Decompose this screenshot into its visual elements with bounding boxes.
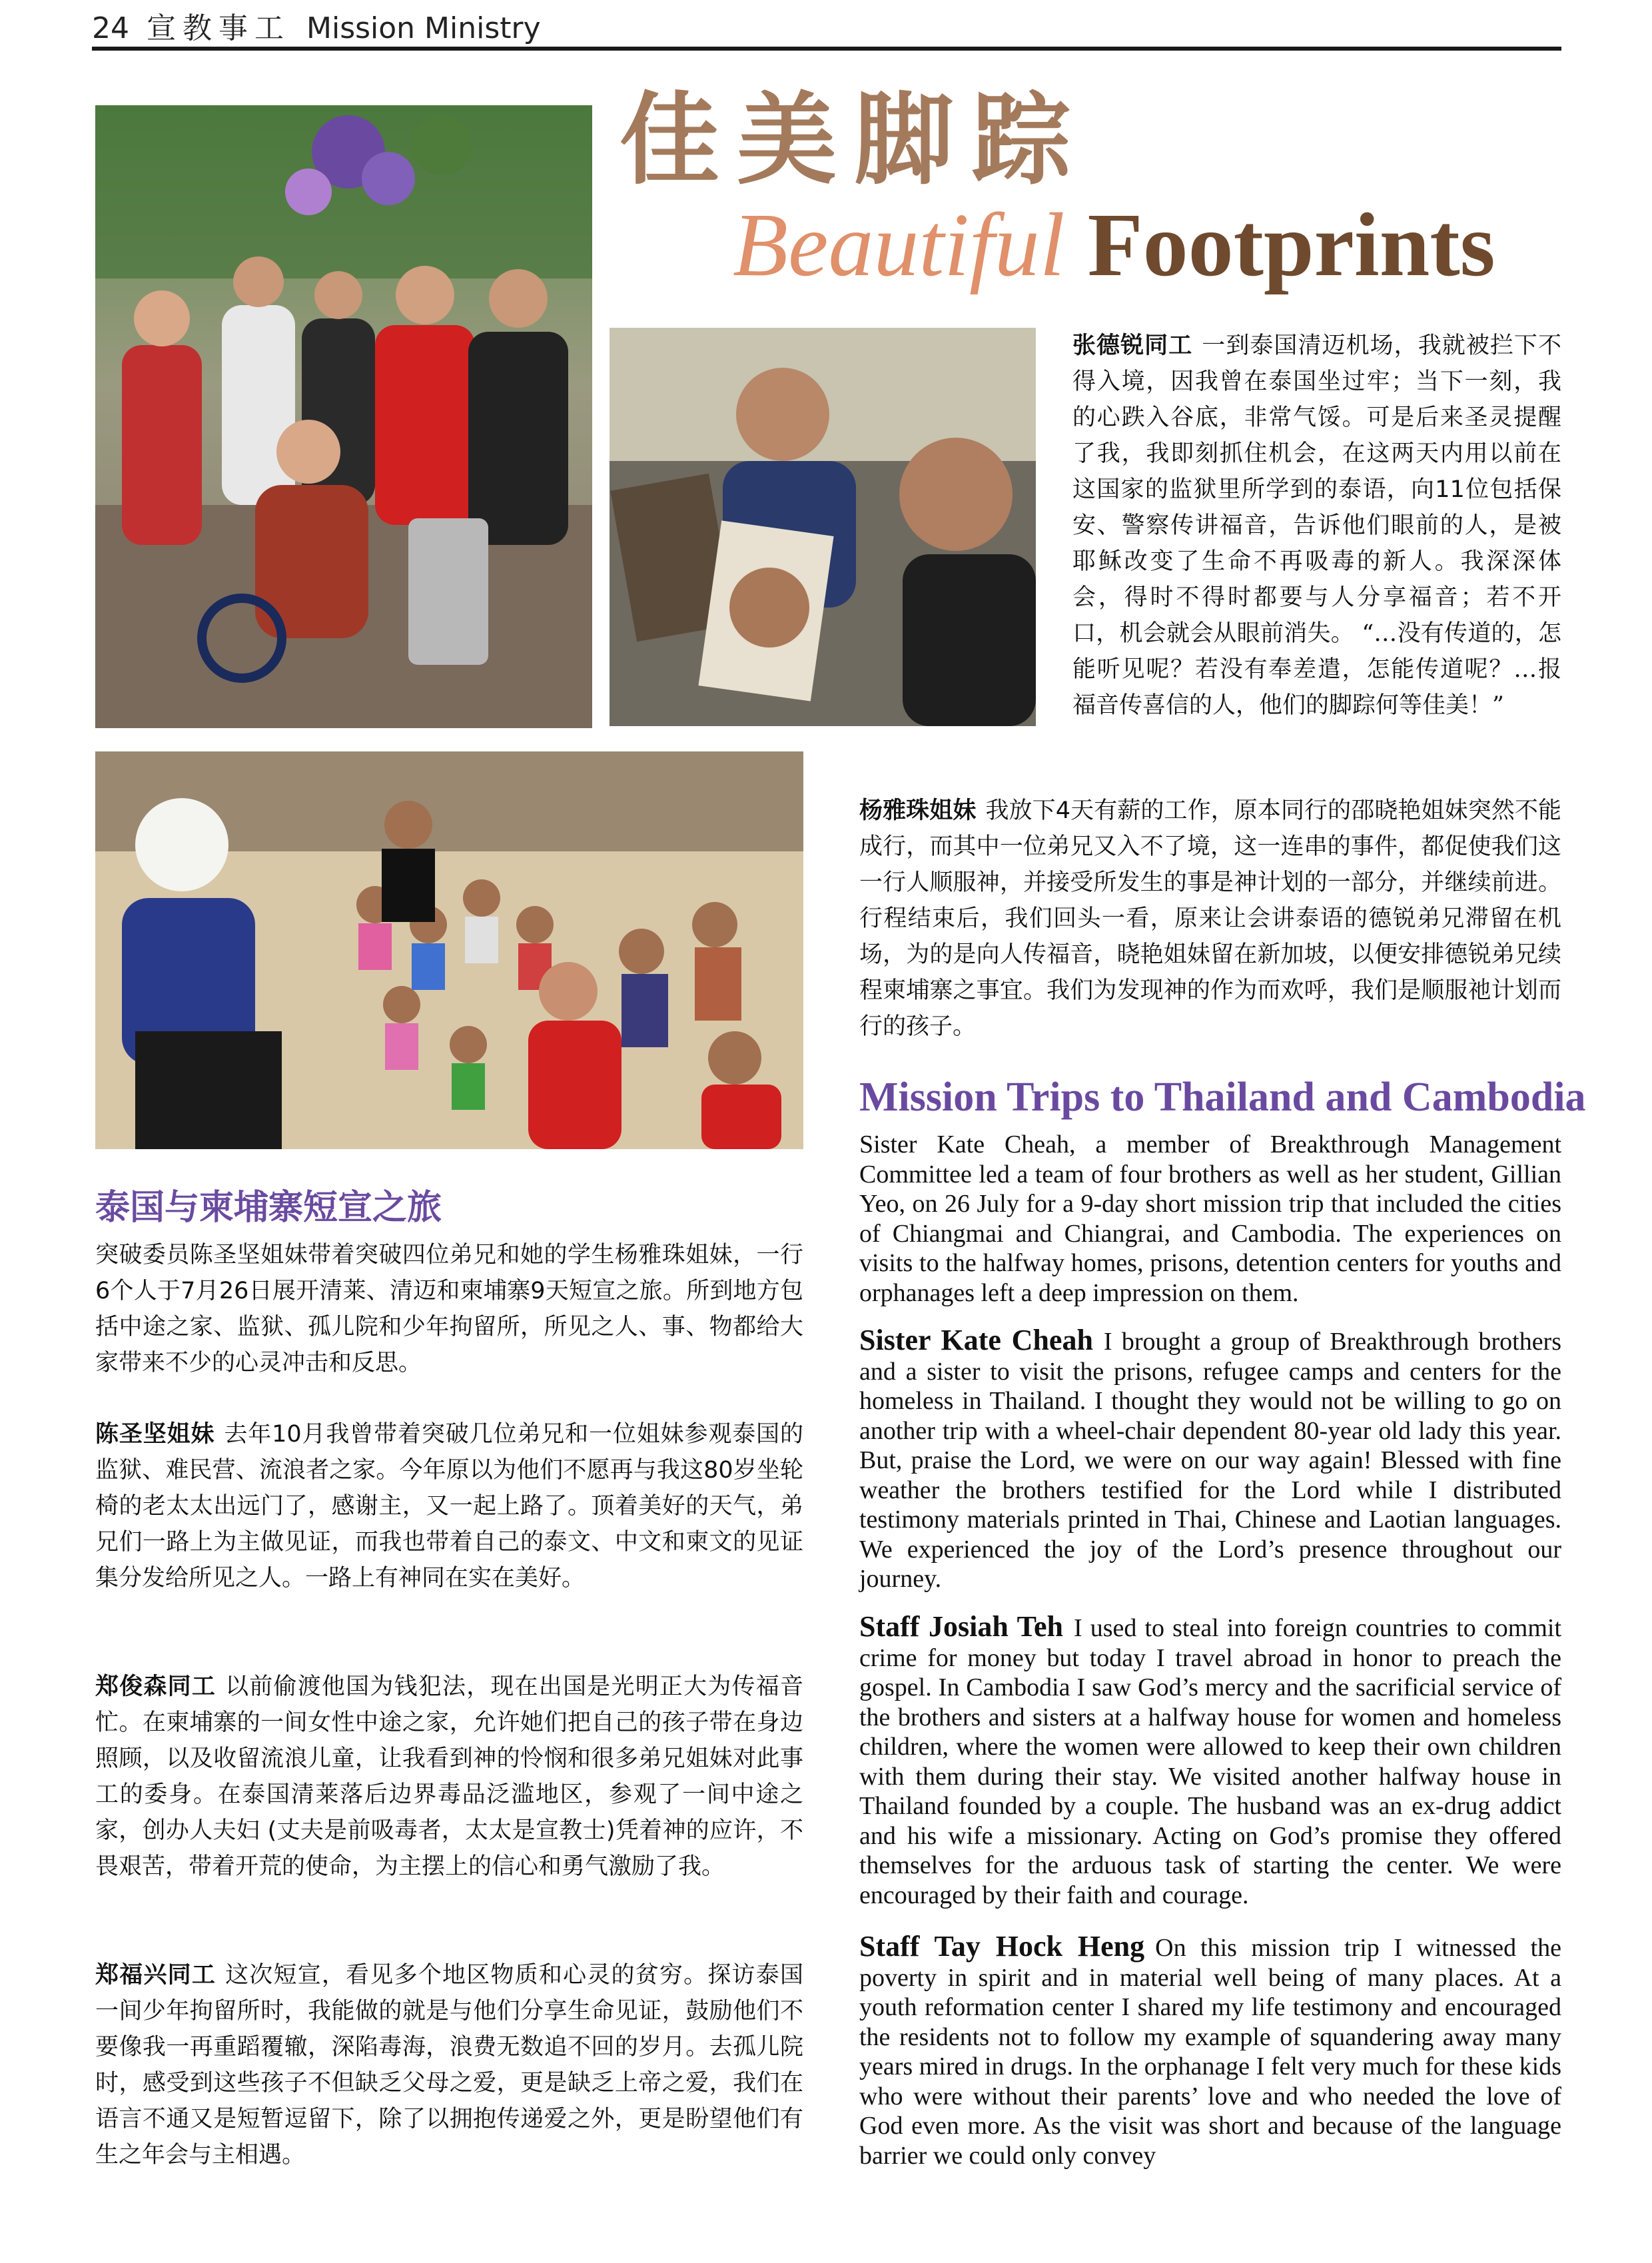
- article-en-kate: [859, 1326, 1561, 1594]
- lead-cn-tay: 郑福兴同工: [95, 1962, 216, 1989]
- lead-cn-teck: 张德锐同工: [1072, 332, 1193, 359]
- lead-en-kate: Sister Kate Cheah: [859, 1324, 1093, 1356]
- photo-airport-group-image: [95, 105, 592, 728]
- lead-en-tay: Staff Tay Hock Heng: [859, 1930, 1145, 1963]
- lead-cn-josiah: 郑俊森同工: [95, 1673, 216, 1700]
- lead-en-josiah: Staff Josiah Teh: [859, 1610, 1063, 1643]
- text-cn-teck: 一到泰国清迈机场，我就被拦下不得入境，因我曾在泰国坐过牢；当下一刻，我的心跌入谷底，非常气馁。可是后来圣灵提醒了我，我即刻抓住机会，在这两天内用以前在这国家的监狱里所学到的泰语，向11位包括保安、警察传讲福音，告诉他们眼前的人，是被耶稣改变了生命不再吸毒的新人。我深深体会，得时不得时都要与人分享福音；若不开口，机会就会从眼前消失。: [1072, 332, 1561, 647]
- text-en-intro: Sister Kate Cheah, a member of Breakthrough Management Committee led a team of four brothers as well as her student, Gillian Yeo, on 26 July for a 9-day short mission trip that included the cities of Chiangmai and Chiangrai, and Cambodia. The experiences on visits to the halfway homes, prisons, detention centers for youths and orphanages left a deep impression on them.: [859, 1131, 1561, 1307]
- text-en-kate: I brought a group of Breakthrough brothers and a sister to visit the prisons, refugee camps and centers for the homeless in Thailand. I thought they would not be willing to go on another trip with a wheel-chair dependent 80-year old lady this year. But, praise the Lord, we were on our way again! Blessed with fine weather the brothers testified for the Lord while I distributed testimony materials printed in Thai, Chinese and Laotian languages. We experienced the joy of the Lord’s presence throughout our journey.: [859, 1328, 1561, 1593]
- article-cn-josiah: [95, 1669, 803, 1885]
- section-title-en: Mission Ministry: [306, 11, 541, 45]
- article-cn-intro: [95, 1237, 803, 1381]
- section-title-cn: 宣教事工: [147, 11, 290, 45]
- photo-selfie: [610, 328, 1036, 726]
- text-cn-tay: 这次短宣，看见多个地区物质和心灵的贫穷。探访泰国一间少年拘留所时，我能做的就是与他们分享生命见证，鼓励他们不要像我一再重蹈覆辙，深陷毒海，浪费无数追不回的岁月。去孤儿院时，感受到这些孩子不但缺乏父母之爱，更是缺乏上帝之爱，我们在语言不通又是短暂逗留下，除了以拥抱传递爱之外，更是盼望他们有生之年会与主相遇。: [95, 1962, 803, 2168]
- text-cn-intro: 突破委员陈圣坚姐妹带着突破四位弟兄和她的学生杨雅珠姐妹，一行6个人于7月26日展开清莱、清迈和柬埔寨9天短宣之旅。所到地方包括中途之家、监狱、孤儿院和少年拘留所，所见之人、事、物都给大家带来不少的心灵冲击和反思。: [95, 1242, 803, 1376]
- title-cn: 佳美脚踪: [620, 81, 1089, 199]
- article-cn-gillian: [859, 793, 1561, 1045]
- heading-en: Mission Trips to Thailand and Cambodia: [859, 1075, 1586, 1120]
- photo-airport-group: [95, 105, 592, 728]
- article-en-tay: [859, 1932, 1561, 2170]
- article-en-josiah: [859, 1612, 1561, 1910]
- quote-cn-teck: “…没有传道的，怎能听见呢？若没有奉差遣，怎能传道呢？…报福音传喜信的人，他们的脚踪何等佳美！”: [1072, 620, 1561, 719]
- text-en-josiah: I used to steal into foreign countries to commit crime for money but today I travel abroad in honor to preach the gospel. In Cambodia I saw God’s mercy and the sacrificial service of the brothers and sisters at a halfway house for women and homeless children, where the women were allowed to keep their own children with them during their stay. We visited another halfway house in Thailand founded by a couple. The husband was an ex-drug addict and his wife a missionary. Acting on God’s promise they offered themselves for the arduous task of starting the center. We were encouraged by their faith and courage.: [859, 1614, 1561, 1909]
- title-en: [733, 193, 1495, 297]
- photo-children-gathering-image: [95, 751, 803, 1149]
- photo-children-gathering: [95, 751, 803, 1149]
- photo-selfie-image: [610, 328, 1036, 726]
- title-en-italic: Beautiful: [733, 195, 1065, 295]
- text-en-tay: On this mission trip I witnessed the poverty in spirit and in material well being of many places. At a youth reformation center I shared my life testimony and encouraged the residents not to follow my example of squandering away many years mired in drugs. In the orphanage I felt very much for these kids who were without their parents’ love and who needed the love of God even more. As the visit was short and because of the language barrier we could only convey: [859, 1934, 1561, 2170]
- page-header: [92, 4, 541, 47]
- article-cn-tay: [95, 1957, 803, 2173]
- article-en-intro: [859, 1130, 1561, 1308]
- title-en-bold: Footprints: [1087, 195, 1495, 295]
- article-cn-kate: [95, 1416, 803, 1596]
- article-cn-teck: [1072, 328, 1561, 723]
- text-cn-kate: 去年10月我曾带着突破几位弟兄和一位姐妹参观泰国的监狱、难民营、流浪者之家。今年原以为他们不愿再与我这80岁坐轮椅的老太太出远门了，感谢主，又一起上路了。顶着美好的天气，弟兄们一路上为主做见证，而我也带着自己的泰文、中文和柬文的见证集分发给所见之人。一路上有神同在实在美好。: [95, 1421, 803, 1591]
- text-cn-gillian: 我放下4天有薪的工作，原本同行的邵晓艳姐妹突然不能成行，而其中一位弟兄又入不了境，这一连串的事件，都促使我们这一行人顺服神，并接受所发生的事是神计划的一部分，并继续前进。行程结束后，我们回头一看，原来让会讲泰语的德锐弟兄滞留在机场，为的是向人传福音，晓艳姐妹留在新加坡，以便安排德锐弟兄续程柬埔寨之事宜。我们为发现神的作为而欢呼，我们是顺服祂计划而行的孩子。: [859, 797, 1561, 1040]
- lead-cn-kate: 陈圣坚姐妹: [95, 1421, 215, 1448]
- header-rule: [92, 47, 1561, 51]
- heading-cn-intro: 泰国与柬埔寨短宣之旅: [95, 1188, 442, 1228]
- page-number: 24: [92, 11, 129, 45]
- text-cn-josiah: 以前偷渡他国为钱犯法，现在出国是光明正大为传福音忙。在柬埔寨的一间女性中途之家，允许她们把自己的孩子带在身边照顾，以及收留流浪儿童，让我看到神的怜悯和很多弟兄姐妹对此事工的委身。在泰国清莱落后边界毒品泛滥地区，参观了一间中途之家，创办人夫妇 (丈夫是前吸毒者，太太是宣教士)凭着神的应许，不畏艰苦，带着开荒的使命，为主摆上的信心和勇气激励了我。: [95, 1673, 803, 1880]
- lead-cn-gillian: 杨雅珠姐妹: [859, 797, 977, 824]
